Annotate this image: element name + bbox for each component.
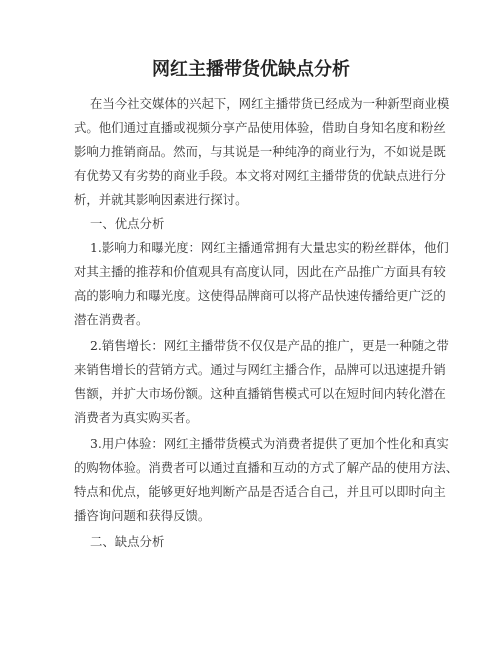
point3-line-4: 播咨询问题和获得反馈。: [74, 508, 211, 523]
intro-line-4: 有优势又有劣势的商业手段。本文将对网红主播带货的优缺点进行分: [74, 168, 446, 183]
point3-line-2: 的购物体验。消费者可以通过直播和互动的方式了解产品的使用方法、: [74, 460, 459, 475]
section-heading-disadvantages: 二、缺点分析: [90, 534, 165, 549]
point3-line-1: 3.用户体验：网红主播带货模式为消费者提供了更加个性化和真实: [90, 436, 449, 451]
point2-line-4: 消费者为真实购买者。: [74, 410, 198, 425]
section-heading-advantages: 一、优点分析: [90, 216, 165, 231]
point1-line-3: 高的影响力和曝光度。这使得品牌商可以将产品快速传播给更广泛的: [74, 288, 446, 303]
intro-line-3: 影响力推销商品。然而，与其说是一种纯净的商业行为，不如说是既: [74, 144, 446, 159]
intro-line-1: 在当今社交媒体的兴起下，网红主播带货已经成为一种新型商业模: [90, 96, 450, 111]
point1-line-4: 潜在消费者。: [74, 312, 149, 327]
point2-line-2: 来销售增长的营销方式。通过与网红主播合作，品牌可以迅速提升销: [74, 362, 446, 377]
point1-line-1: 1.影响力和曝光度：网红主播通常拥有大量忠实的粉丝群体，他们: [90, 240, 449, 255]
intro-line-5: 析，并就其影响因素进行探讨。: [74, 192, 248, 207]
document-title: 网红主播带货优缺点分析: [152, 59, 350, 80]
point2-line-3: 售额，并扩大市场份额。这种直播销售模式可以在短时间内转化潜在: [74, 386, 446, 401]
point1-line-2: 对其主播的推荐和价值观具有高度认同，因此在产品推广方面具有较: [74, 264, 446, 279]
point3-line-3: 特点和优点，能够更好地判断产品是否适合自己，并且可以即时向主: [74, 484, 446, 499]
intro-line-2: 式。他们通过直播或视频分享产品使用体验，借助自身知名度和粉丝: [74, 120, 446, 135]
point2-line-1: 2.销售增长：网红主播带货不仅仅是产品的推广，更是一种随之带: [90, 338, 449, 353]
